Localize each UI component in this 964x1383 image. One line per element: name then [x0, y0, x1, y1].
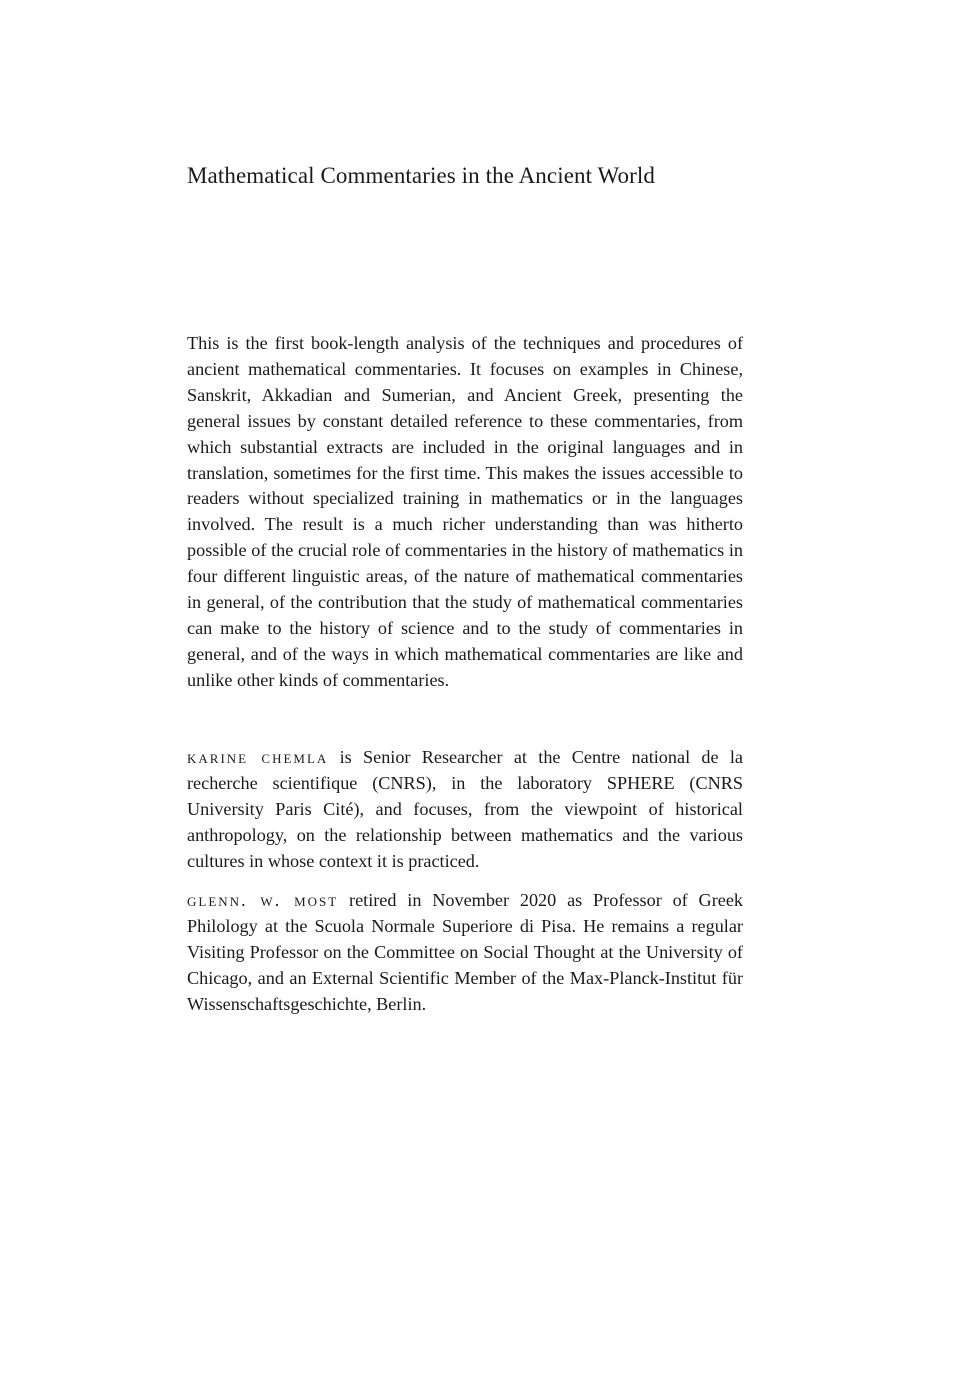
author-bio-chemla — [187, 745, 743, 875]
book-description: This is the first book-length analysis of the techniques and procedures of ancient mathematical commentaries. It focuses on examples in Chinese, Sanskrit, Akkadian and Sumerian, and Ancient Greek, presenting the general issues by constant detailed reference to these commentaries, from which substantial extracts are included in the original languages and in translation, sometimes for the first time. This makes the issues accessible to readers without specialized training in mathematics or in the languages involved. The result is a much richer understanding than was hitherto possible of the crucial role of commentaries in the history of mathematics in four different linguistic areas, of the nature of mathematical commentaries in general, of the contribution that the study of mathematical commentaries can make to the history of science and to the study of commentaries in general, and of the ways in which mathematical commentaries are like and unlike other kinds of commentaries. — [187, 333, 743, 690]
author-bio-text-chemla: is Senior Researcher at the Centre national de la recherche scientifique (CNRS), in the laboratory SPHERE (CNRS University Paris Cité), and focuses, from the viewpoint of historical anthropology, on the relationship between mathematics and the various cultures in whose context it is practiced. — [187, 747, 743, 871]
book-title: Mathematical Commentaries in the Ancient World — [187, 163, 655, 188]
author-name-most: glenn. w. most — [187, 890, 339, 910]
author-bio-most — [187, 888, 743, 1018]
author-name-chemla: karine chemla — [187, 747, 329, 767]
author-bio-text-most: retired in November 2020 as Professor of Greek Philology at the Scuola Normale Superiore di Pisa. He remains a regular Visiting Professor on the Committee on Social Thought at the University of Chicago, and an External Scientific Member of the Max-Planck-Institut für Wissenschaftsgeschichte, Berlin. — [187, 890, 743, 1014]
